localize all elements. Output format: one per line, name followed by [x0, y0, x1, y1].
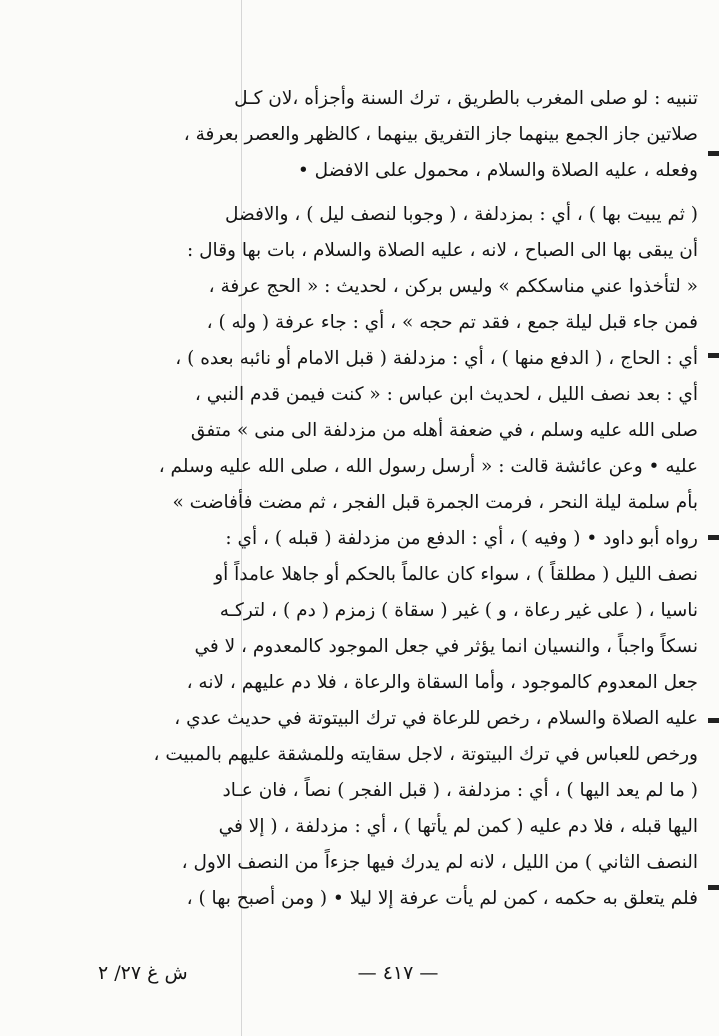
text-line: ( ثم يبيت بها ) ، أي : بمزدلفة ، ( وجوبا لنصف ليل ) ، والافضل: [224, 204, 698, 225]
edge-binding-mark: [708, 353, 719, 358]
text-line: نصف الليل ( مطلقاً ) ، سواء كان عالماً بالحكم أو جاهلا عامداً أو: [214, 564, 698, 585]
edge-binding-mark: [708, 151, 719, 156]
text-line: عليه الصلاة والسلام ، رخص للرعاة في ترك البيتوتة في حديث عدي ،: [174, 708, 698, 729]
text-line: جعل المعدوم كالموجود ، وأما السقاة والرعاة ، فلا دم عليهم ، لانه ،: [186, 672, 698, 693]
edge-binding-mark: [708, 535, 719, 540]
edge-binding-mark: [708, 885, 719, 890]
text-line: اليها قبله ، فلا دم عليه ( كمن لم يأتها ) ، أي : مزدلفة ، ( إلا في: [218, 816, 698, 837]
page-number: — ٤١٧ —: [357, 962, 439, 984]
text-line: نسكاً واجباً ، والنسيان انما يؤثر في جعل الموجود كالمعدوم ، لا في: [194, 636, 698, 657]
text-line: صلى الله عليه وسلم ، في ضعفة أهله من مزدلفة الى منى » متفق: [190, 420, 698, 441]
text-line: تنبيه : لو صلى المغرب بالطريق ، ترك السنة وأجزأه ،لان كـل: [234, 88, 698, 109]
text-line: ورخص للعباس في ترك البيتوتة ، لاجل سقايته وللمشقة عليهم بالمبيت ،: [153, 744, 698, 765]
text-line: ( ما لم يعد اليها ) ، أي : مزدلفة ، ( قبل الفجر ) نصاً ، فان عـاد: [222, 780, 698, 801]
text-line: أي : الحاج ، ( الدفع منها ) ، أي : مزدلفة ( قبل الامام أو نائبه بعده ) ،: [175, 348, 698, 369]
edge-binding-mark: [708, 718, 719, 723]
text-line: عليه • وعن عائشة قالت : « أرسل رسول الله ، صلى الله عليه وسلم ،: [158, 456, 698, 477]
text-line: فمن جاء قبل ليلة جمع ، فقد تم حجه » ، أي : جاء عرفة ( وله ) ،: [206, 312, 698, 333]
page-footer: [98, 956, 698, 990]
text-line: أن يبقى بها الى الصباح ، لانه ، عليه الصلاة والسلام ، بات بها وقال :: [187, 240, 698, 261]
text-line: « لتأخذوا عني مناسككم » وليس بركن ، لحديث : « الحج عرفة ،: [208, 276, 698, 297]
text-line: وفعله ، عليه الصلاة والسلام ، محمول على الافضل •: [297, 160, 698, 181]
text-line: ناسيا ، ( على غير رعاة ، و ) غير ( سقاة ) زمزم ( دم ) ، لتركـه: [219, 600, 698, 621]
text-line: فلم يتعلق به حكمه ، كمن لم يأت عرفة إلا ليلا • ( ومن أصبح بها ) ،: [186, 888, 698, 909]
text-line: صلاتين جاز الجمع بينهما جاز التفريق بينهما ، كالظهر والعصر بعرفة ،: [183, 124, 698, 145]
printer-signature-mark: ش غ ٢٧/ ٢: [98, 962, 188, 984]
text-line: بأم سلمة ليلة النحر ، فرمت الجمرة قبل الفجر ، ثم مضت فأفاضت »: [172, 492, 698, 513]
text-line: أي : بعد نصف الليل ، لحديث ابن عباس : « كنت فيمن قدم النبي ،: [194, 384, 698, 405]
text-line: النصف الثاني ) من الليل ، لانه لم يدرك فيها جزءاً من النصف الاول ،: [181, 852, 698, 873]
text-line: رواه أبو داود • ( وفيه ) ، أي : الدفع من مزدلفة ( قبله ) ، أي :: [225, 528, 698, 549]
